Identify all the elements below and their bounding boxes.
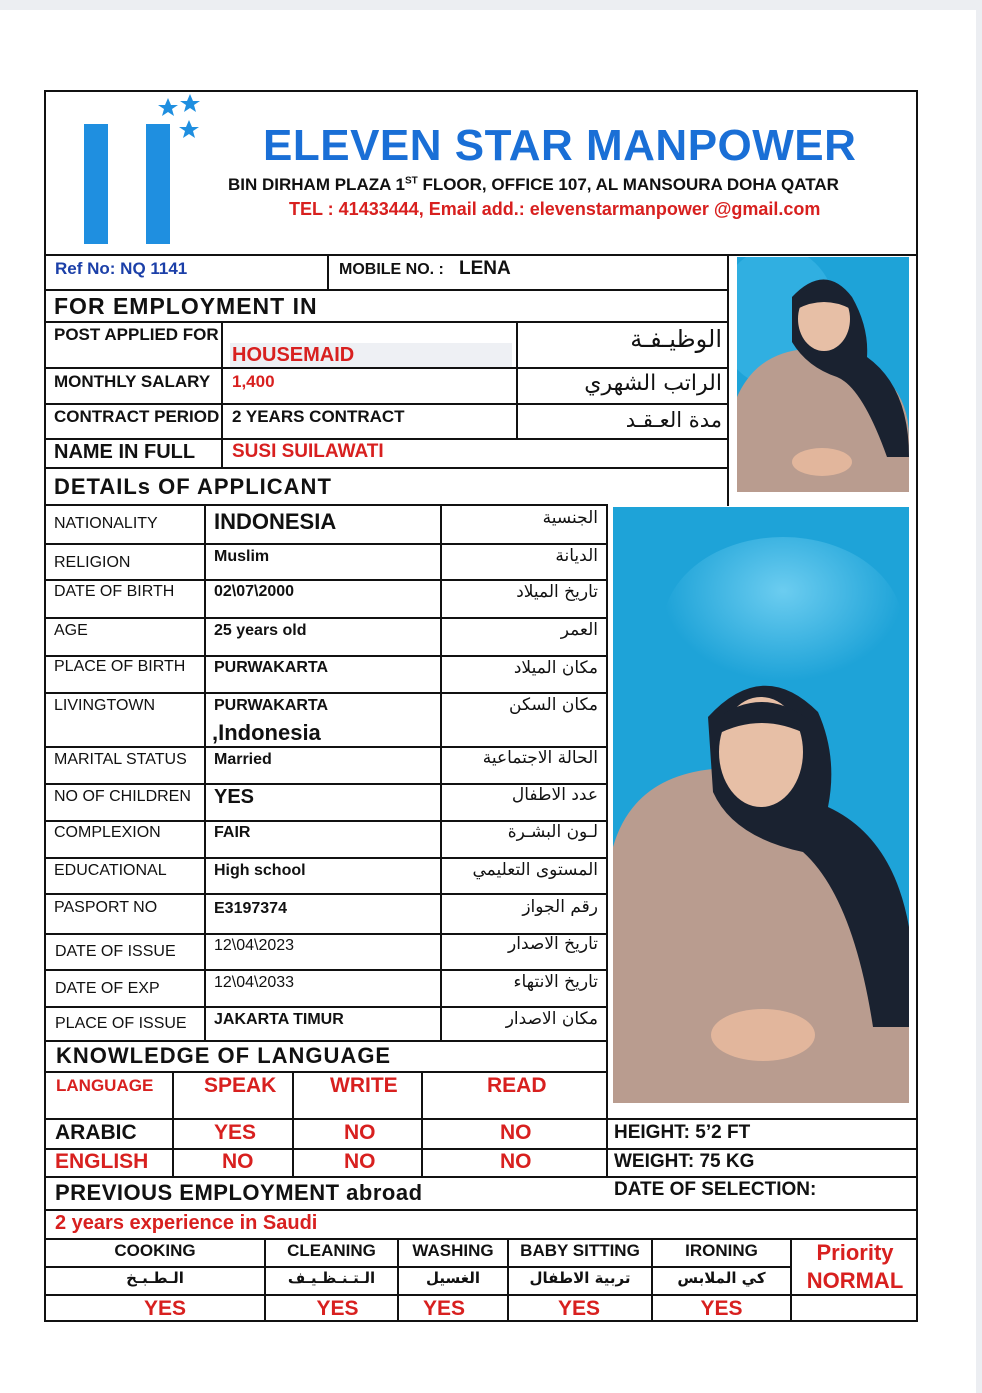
skill-babysitting-arabic: تربية الاطفال: [529, 1269, 631, 1287]
arabic-write: NO: [344, 1121, 376, 1144]
skill-washing-arabic: الغسيل: [425, 1269, 481, 1287]
divider: [44, 467, 729, 469]
divider: [292, 1073, 294, 1177]
contract-label: CONTRACT PERIOD: [54, 407, 220, 426]
read-header: READ: [487, 1074, 547, 1097]
passport-value: E3197374: [214, 900, 287, 917]
children-value: YES: [214, 786, 255, 808]
exp-date-value: 12\04\2033: [214, 974, 295, 991]
contract-arabic: مدة العـقـد: [625, 408, 722, 432]
divider: [44, 1071, 608, 1073]
skill-babysitting-value: YES: [557, 1297, 601, 1320]
selection-text: DATE OF SELECTION:: [614, 1179, 817, 1200]
divider: [44, 1266, 792, 1268]
divider: [44, 857, 608, 859]
height-text: HEIGHT: 5’2 FT: [614, 1122, 751, 1143]
divider: [606, 506, 608, 1178]
lang-english: ENGLISH: [55, 1150, 149, 1173]
nationality-arabic: الجنسية: [542, 508, 598, 528]
marital-value: Married: [214, 751, 272, 768]
salary-value: 1,400: [232, 372, 275, 391]
complexion-label: COMPLEXION: [54, 824, 161, 841]
education-arabic: المستوى التعليمي: [472, 860, 598, 880]
skill-cooking-value: YES: [143, 1297, 187, 1320]
nationality-value: INDONESIA: [214, 509, 337, 534]
salary-arabic: الراتب الشهري: [584, 371, 722, 396]
skill-cleaning-arabic: الـتـنـظـيـف: [287, 1269, 376, 1287]
divider: [44, 893, 608, 895]
applicant-photo-large: [613, 507, 909, 1103]
issue-place-value: JAKARTA TIMUR: [214, 1011, 344, 1028]
dob-value: 02\07\2000: [214, 583, 295, 600]
exp-date-label: DATE OF EXP: [55, 980, 160, 997]
language-title: KNOWLEDGE OF LANGUAGE: [56, 1043, 392, 1068]
pob-arabic: مكان الميلاد: [513, 658, 598, 678]
divider: [221, 323, 223, 468]
age-label: AGE: [54, 622, 88, 639]
divider: [327, 256, 329, 291]
logo-eleven-icon: [52, 92, 202, 244]
issue-place-label: PLACE OF ISSUE: [55, 1015, 187, 1032]
divider: [44, 1294, 918, 1296]
company-address: [228, 175, 839, 195]
age-arabic: العمر: [560, 620, 598, 640]
employment-title: FOR EMPLOYMENT IN: [54, 293, 318, 319]
language-header: LANGUAGE: [56, 1076, 154, 1095]
previous-title: [55, 1180, 423, 1206]
skill-ironing-label: IRONING: [685, 1241, 758, 1260]
divider: [44, 617, 608, 619]
write-header: WRITE: [330, 1074, 398, 1097]
divider: [44, 438, 729, 440]
previous-title-main: PREVIOUS EMPLOYMENT: [55, 1180, 340, 1205]
issue-date-value: 12\04\2023: [214, 937, 295, 954]
pob-label: PLACE OF BIRTH: [54, 658, 186, 675]
education-label: EDUCATIONAL: [54, 862, 167, 879]
divider: [44, 254, 918, 256]
english-speak: NO: [222, 1150, 254, 1173]
nationality-label: NATIONALITY: [54, 515, 158, 532]
company-contact: TEL : 41433444, Email add.: elevenstarmanpower @gmail.com: [289, 199, 821, 219]
religion-label: RELIGION: [54, 554, 131, 571]
complexion-value: FAIR: [214, 824, 251, 841]
livingtown-value-2: ,Indonesia: [212, 720, 321, 745]
salary-label: MONTHLY SALARY: [54, 372, 211, 391]
english-read: NO: [500, 1150, 532, 1173]
livingtown-label: LIVINGTOWN: [54, 697, 156, 714]
passport-arabic: رقم الجواز: [522, 897, 598, 917]
skill-cleaning-value: YES: [316, 1297, 359, 1320]
right-strip: [976, 0, 982, 1393]
priority-label: Priority: [816, 1240, 894, 1265]
divider: [44, 1176, 918, 1178]
contract-value: 2 YEARS CONTRACT: [232, 407, 405, 426]
name-value: SUSI SUILAWATI: [232, 441, 384, 462]
company-name: ELEVEN STAR MANPOWER: [263, 121, 857, 170]
divider: [44, 579, 608, 581]
divider: [44, 969, 608, 971]
divider: [44, 1006, 608, 1008]
skill-cleaning-label: CLEANING: [287, 1241, 376, 1260]
divider: [44, 655, 608, 657]
divider: [172, 1073, 174, 1177]
children-label: NO OF CHILDREN: [54, 788, 191, 805]
details-title: DETAILs OF APPLICANT: [54, 474, 332, 499]
mobile-value: LENA: [459, 258, 511, 279]
mobile-label: MOBILE NO. :: [339, 261, 444, 278]
divider: [204, 506, 206, 1040]
address-part-1: BIN DIRHAM PLAZA 1: [228, 175, 405, 194]
arabic-speak: YES: [214, 1121, 257, 1144]
divider: [44, 289, 729, 291]
divider: [44, 1040, 608, 1042]
marital-arabic: الحالة الاجتماعية: [482, 748, 598, 768]
divider: [44, 692, 608, 694]
livingtown-arabic: مكان السكن: [509, 695, 598, 715]
skill-washing-value: YES: [422, 1297, 466, 1320]
skill-ironing-value: YES: [700, 1297, 743, 1320]
divider: [44, 504, 608, 506]
pob-value: PURWAKARTA: [214, 659, 329, 676]
top-strip: [0, 0, 982, 10]
divider: [44, 1238, 918, 1240]
post-label: POST APPLIED FOR: [54, 325, 219, 344]
issue-date-arabic: تاريخ الاصدار: [508, 934, 598, 954]
skill-ironing-arabic: كي الملابس: [677, 1269, 766, 1287]
issue-place-arabic: مكان الاصدار: [505, 1009, 598, 1029]
english-write: NO: [344, 1150, 376, 1173]
arabic-read: NO: [500, 1121, 532, 1144]
divider: [516, 323, 518, 439]
skill-cooking-arabic: الـطـبـخ: [126, 1269, 184, 1287]
name-label: NAME IN FULL: [54, 441, 196, 463]
priority-value: NORMAL: [806, 1268, 904, 1293]
speak-header: SPEAK: [204, 1074, 277, 1097]
previous-title-rest: abroad: [339, 1180, 423, 1205]
divider: [421, 1073, 423, 1177]
exp-date-arabic: تاريخ الانتهاء: [513, 972, 598, 992]
skill-washing-label: WASHING: [412, 1241, 494, 1260]
divider: [44, 367, 729, 369]
dob-label: DATE OF BIRTH: [54, 583, 175, 600]
marital-label: MARITAL STATUS: [54, 751, 187, 768]
children-arabic: عدد الاطفال: [511, 785, 598, 805]
skill-babysitting-label: BABY SITTING: [520, 1241, 640, 1260]
age-value: 25 years old: [214, 622, 307, 639]
religion-value: Muslim: [214, 548, 270, 565]
passport-label: PASPORT NO: [54, 899, 158, 916]
livingtown-value: PURWAKARTA: [214, 697, 329, 714]
ref-no: Ref No: NQ 1141: [55, 259, 188, 278]
lang-arabic: ARABIC: [55, 1121, 137, 1144]
applicant-photo-small: [737, 257, 909, 492]
address-sup: ST: [404, 175, 418, 187]
issue-date-label: DATE OF ISSUE: [55, 943, 176, 960]
divider: [44, 1209, 918, 1211]
divider: [44, 1148, 918, 1150]
divider: [44, 321, 729, 323]
divider: [44, 543, 608, 545]
education-value: High school: [214, 862, 306, 879]
post-value: HOUSEMAID: [232, 344, 355, 366]
divider: [44, 403, 729, 405]
religion-arabic: الديانة: [555, 546, 598, 566]
skill-cooking-label: COOKING: [114, 1241, 196, 1260]
experience-text: 2 years experience in Saudi: [55, 1212, 318, 1234]
address-part-2: FLOOR, OFFICE 107, AL MANSOURA DOHA QATAR: [417, 175, 839, 194]
dob-arabic: تاريخ الميلاد: [516, 582, 598, 602]
company-logo: [52, 92, 202, 244]
divider: [44, 1118, 918, 1120]
divider: [440, 506, 442, 1040]
complexion-arabic: لـون البشـرة: [507, 822, 598, 842]
post-arabic: الوظيـفـة: [630, 325, 722, 353]
weight-text: WEIGHT: 75 KG: [614, 1151, 755, 1172]
